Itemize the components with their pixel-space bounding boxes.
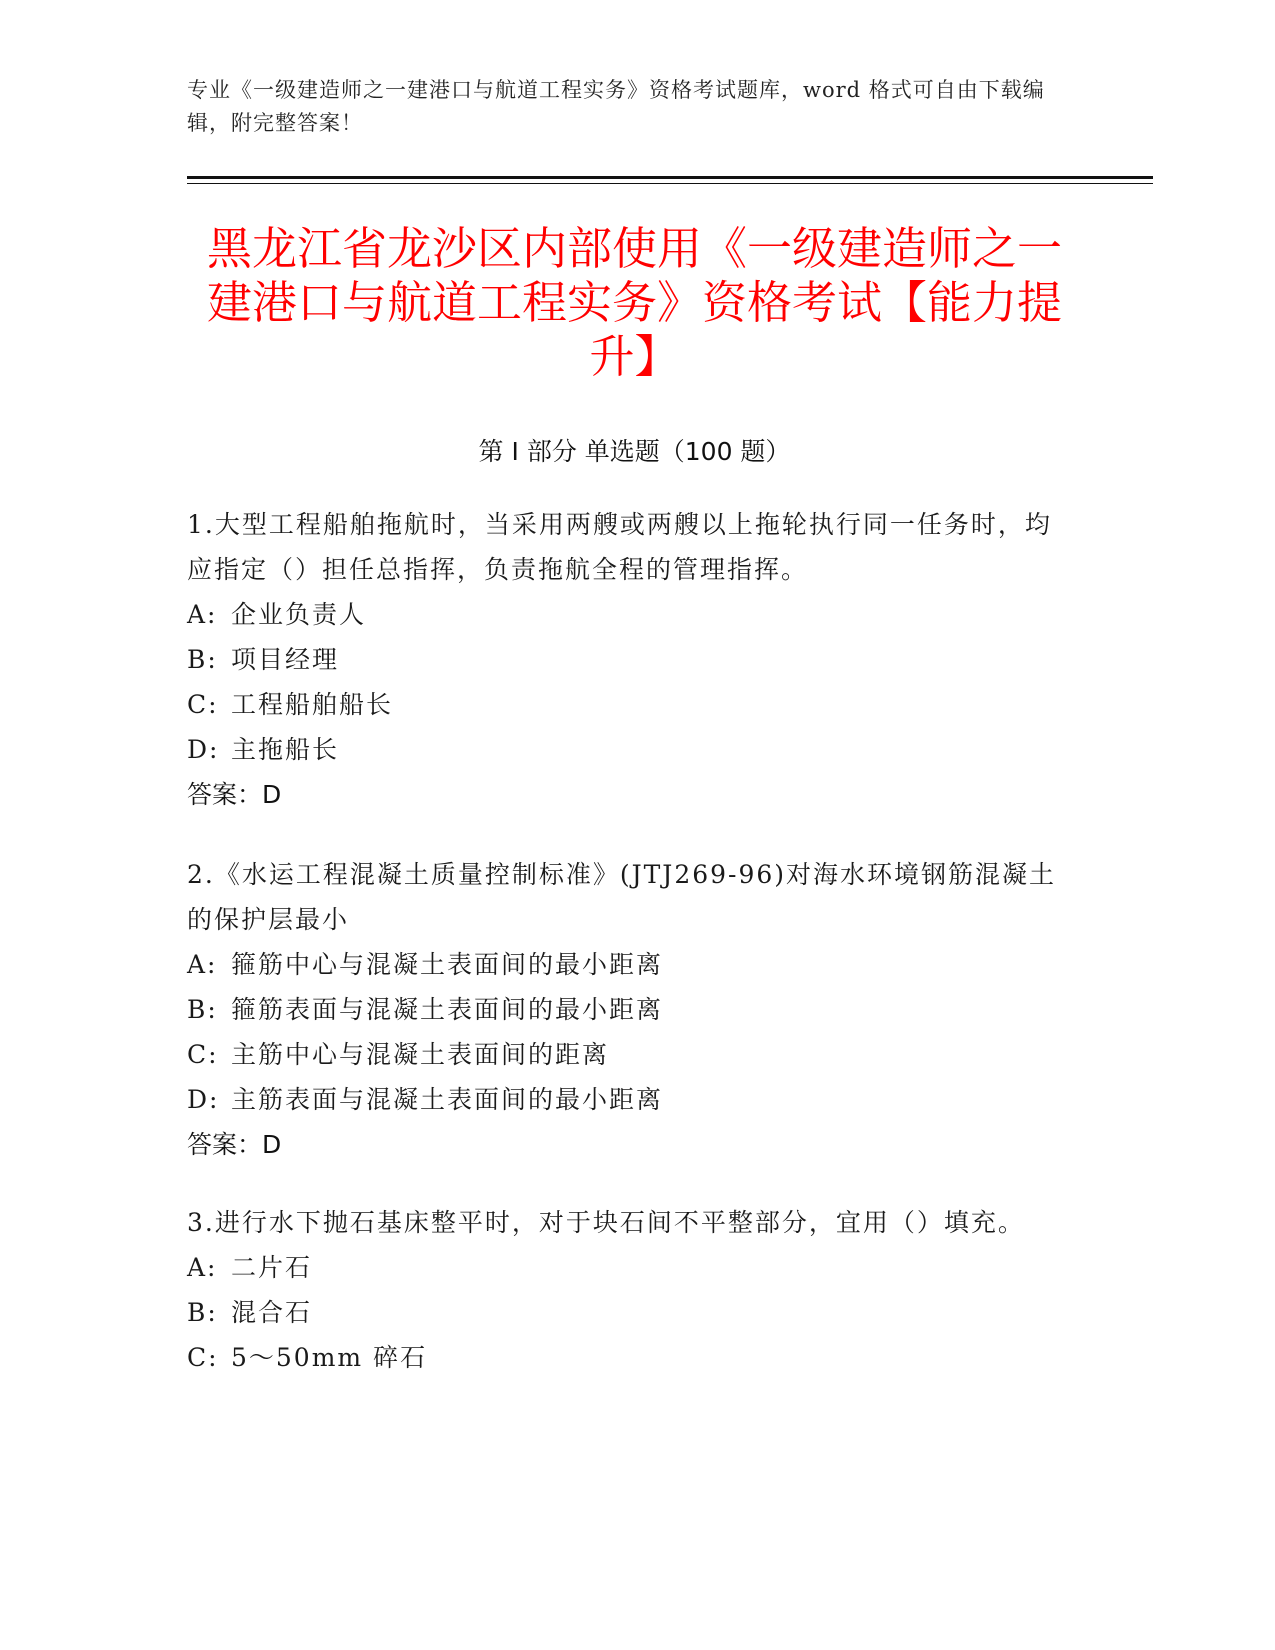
option-text: 项目经理 bbox=[231, 645, 340, 674]
option-key: B: bbox=[187, 645, 218, 674]
option-key: B: bbox=[187, 1298, 218, 1327]
option-text: 箍筋表面与混凝土表面间的最小距离 bbox=[231, 995, 664, 1024]
option-text: 二片石 bbox=[231, 1253, 313, 1282]
answer-label: 答案： bbox=[187, 780, 263, 809]
option-d bbox=[187, 727, 1087, 772]
option-a bbox=[187, 942, 1087, 987]
option-text: 主筋表面与混凝土表面间的最小距离 bbox=[231, 1085, 664, 1114]
answer-value: D bbox=[262, 780, 282, 809]
option-key: D: bbox=[187, 735, 220, 764]
document-title: 黑龙江省龙沙区内部使用《一级建造师之一建港口与航道工程实务》资格考试【能力提升】 bbox=[206, 222, 1062, 383]
option-text: 主筋中心与混凝土表面间的距离 bbox=[231, 1040, 610, 1069]
option-key: C: bbox=[187, 1040, 219, 1069]
option-text: 企业负责人 bbox=[231, 600, 367, 629]
option-text: 5～50mm 碎石 bbox=[231, 1343, 428, 1372]
option-text: 箍筋中心与混凝土表面间的最小距离 bbox=[231, 950, 664, 979]
option-key: C: bbox=[187, 690, 219, 719]
option-c bbox=[187, 1335, 1087, 1380]
option-d bbox=[187, 1077, 1087, 1122]
option-key: A: bbox=[187, 1253, 218, 1282]
answer-label: 答案： bbox=[187, 1130, 263, 1159]
answer-line bbox=[187, 772, 1087, 817]
answer-line bbox=[187, 1122, 1087, 1167]
option-b bbox=[187, 637, 1087, 682]
header-rule-thin bbox=[187, 183, 1153, 184]
option-text: 主拖船长 bbox=[231, 735, 340, 764]
header-note: 专业《一级建造师之一建港口与航道工程实务》资格考试题库，word 格式可自由下载编辑，附完整答案！ bbox=[187, 78, 1045, 135]
option-text: 混合石 bbox=[231, 1298, 313, 1327]
question-text: 1.大型工程船舶拖航时，当采用两艘或两艘以上拖轮执行同一任务时，均应指定（）担任总指挥，负责拖航全程的管理指挥。 bbox=[187, 510, 1052, 584]
question-1 bbox=[187, 502, 1087, 817]
option-a bbox=[187, 592, 1087, 637]
option-key: D: bbox=[187, 1085, 220, 1114]
answer-value: D bbox=[262, 1130, 282, 1159]
option-c bbox=[187, 682, 1087, 727]
option-key: B: bbox=[187, 995, 218, 1024]
option-c bbox=[187, 1032, 1087, 1077]
option-b bbox=[187, 987, 1087, 1032]
question-2 bbox=[187, 852, 1087, 1167]
option-key: A: bbox=[187, 950, 218, 979]
question-text: 2.《水运工程混凝土质量控制标准》(JTJ269-96)对海水环境钢筋混凝土的保护层最小 bbox=[187, 860, 1057, 934]
question-3 bbox=[187, 1200, 1087, 1380]
section-title: 第 I 部分 单选题（100 题） bbox=[478, 437, 791, 466]
header-rule-thick bbox=[187, 176, 1153, 179]
option-a bbox=[187, 1245, 1087, 1290]
option-key: C: bbox=[187, 1343, 219, 1372]
question-text: 3.进行水下抛石基床整平时，对于块石间不平整部分，宜用（）填充。 bbox=[187, 1208, 1025, 1237]
option-text: 工程船舶船长 bbox=[231, 690, 394, 719]
option-b bbox=[187, 1290, 1087, 1335]
option-key: A: bbox=[187, 600, 218, 629]
